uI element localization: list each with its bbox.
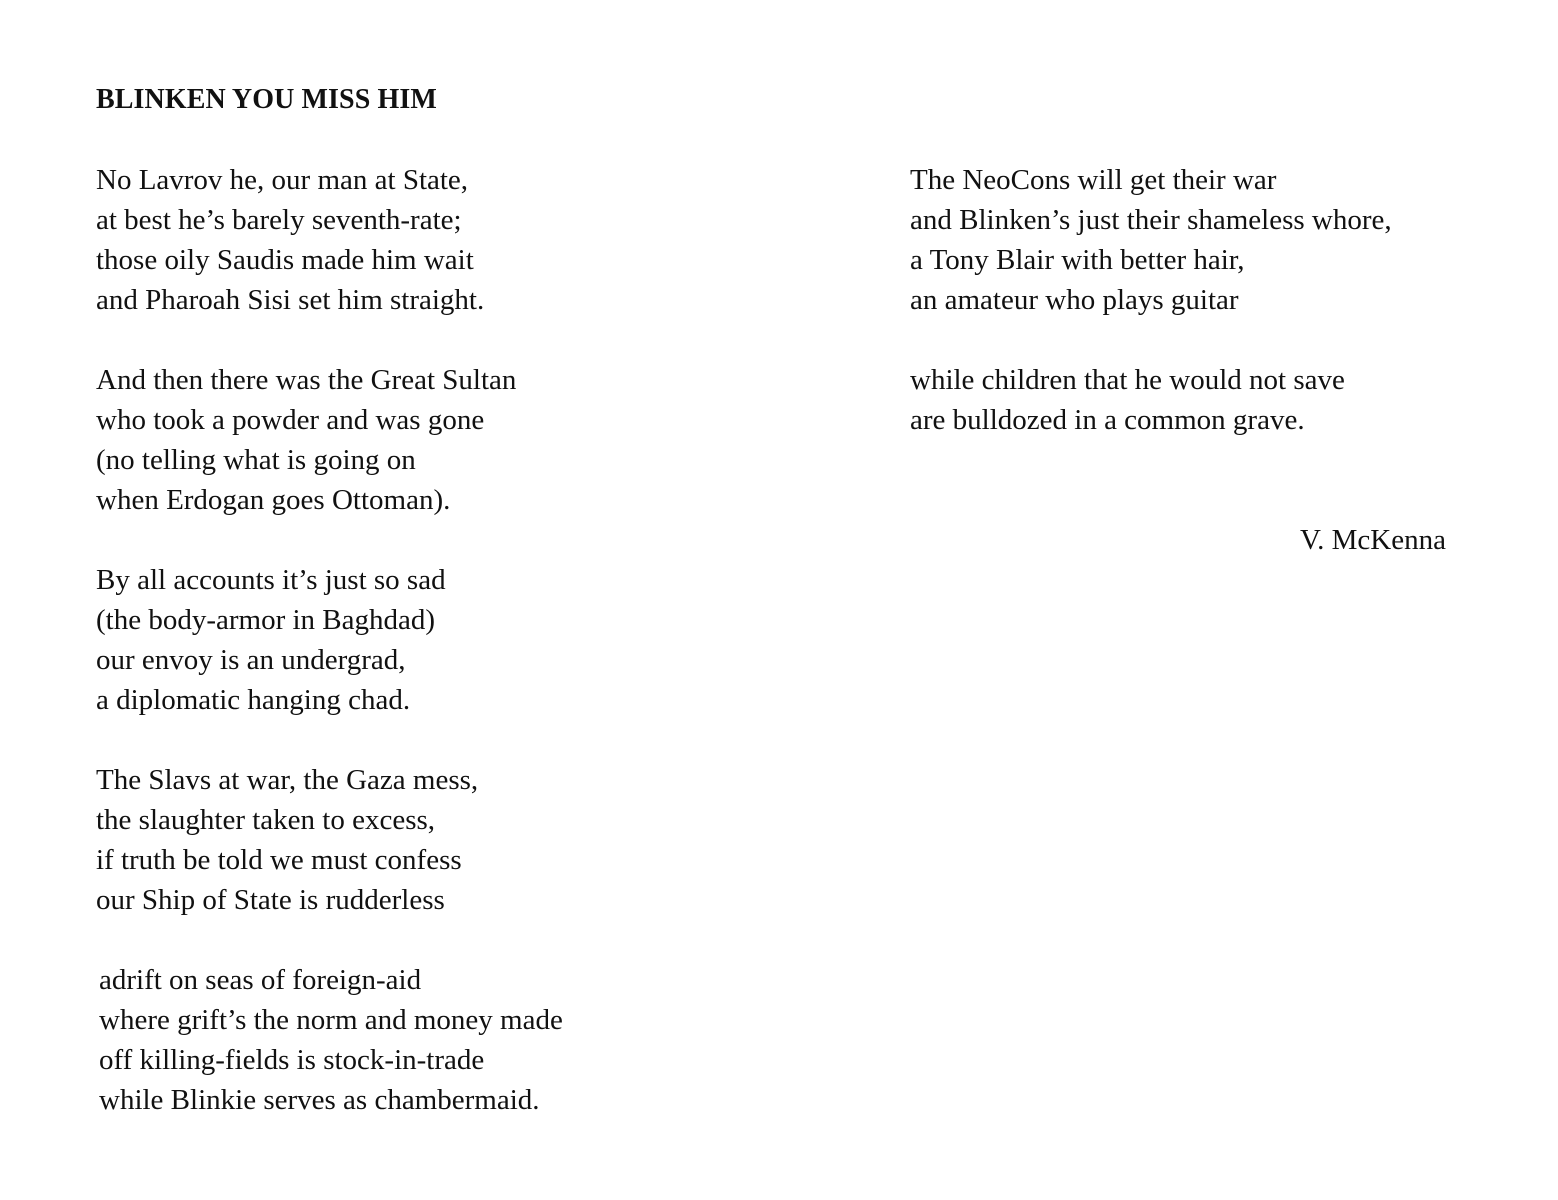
- stanza-6: [910, 160, 1392, 320]
- poem-line: off killing-fields is stock-in-trade: [99, 1044, 485, 1076]
- left-column: [96, 160, 563, 1160]
- poem-line: adrift on seas of foreign-aid: [99, 964, 422, 996]
- poem-line: a Tony Blair with better hair,: [910, 244, 1245, 276]
- stanza-7: [910, 360, 1392, 440]
- poem-line: while children that he would not save: [910, 364, 1345, 396]
- poem-line: our envoy is an undergrad,: [96, 644, 406, 676]
- poem-line: if truth be told we must confess: [96, 844, 462, 876]
- poem-title: BLINKEN YOU MISS HIM: [96, 84, 437, 115]
- poem-line: And then there was the Great Sultan: [96, 364, 517, 396]
- stanza-1: [96, 160, 563, 320]
- poem-line: an amateur who plays guitar: [910, 284, 1239, 316]
- poem-line: and Blinken’s just their shameless whore,: [910, 204, 1392, 236]
- poem-line: those oily Saudis made him wait: [96, 244, 474, 276]
- poem-line: (the body-armor in Baghdad): [96, 604, 436, 636]
- stanza-3: [96, 560, 563, 720]
- poem-line: The NeoCons will get their war: [910, 164, 1277, 196]
- right-column: [910, 160, 1392, 480]
- poem-line: are bulldozed in a common grave.: [910, 404, 1305, 436]
- poem-line: No Lavrov he, our man at State,: [96, 164, 469, 196]
- poem-line: who took a powder and was gone: [96, 404, 485, 436]
- poem-line: (no telling what is going on: [96, 444, 416, 476]
- poem-line: when Erdogan goes Ottoman).: [96, 484, 451, 516]
- stanza-2: [96, 360, 563, 520]
- poem-line: at best he’s barely seventh-rate;: [96, 204, 462, 236]
- poem-line: The Slavs at war, the Gaza mess,: [96, 764, 479, 796]
- poem-line: and Pharoah Sisi set him straight.: [96, 284, 485, 316]
- poem-line: the slaughter taken to excess,: [96, 804, 436, 836]
- poem-line: where grift’s the norm and money made: [99, 1004, 563, 1036]
- stanza-4: [96, 760, 563, 920]
- poem-line: By all accounts it’s just so sad: [96, 564, 446, 596]
- stanza-5: [96, 960, 563, 1120]
- poem-line: a diplomatic hanging chad.: [96, 684, 411, 716]
- poem-line: while Blinkie serves as chambermaid.: [99, 1084, 540, 1116]
- poem-line: our Ship of State is rudderless: [96, 884, 445, 916]
- author-signature: V. McKenna: [1299, 524, 1446, 556]
